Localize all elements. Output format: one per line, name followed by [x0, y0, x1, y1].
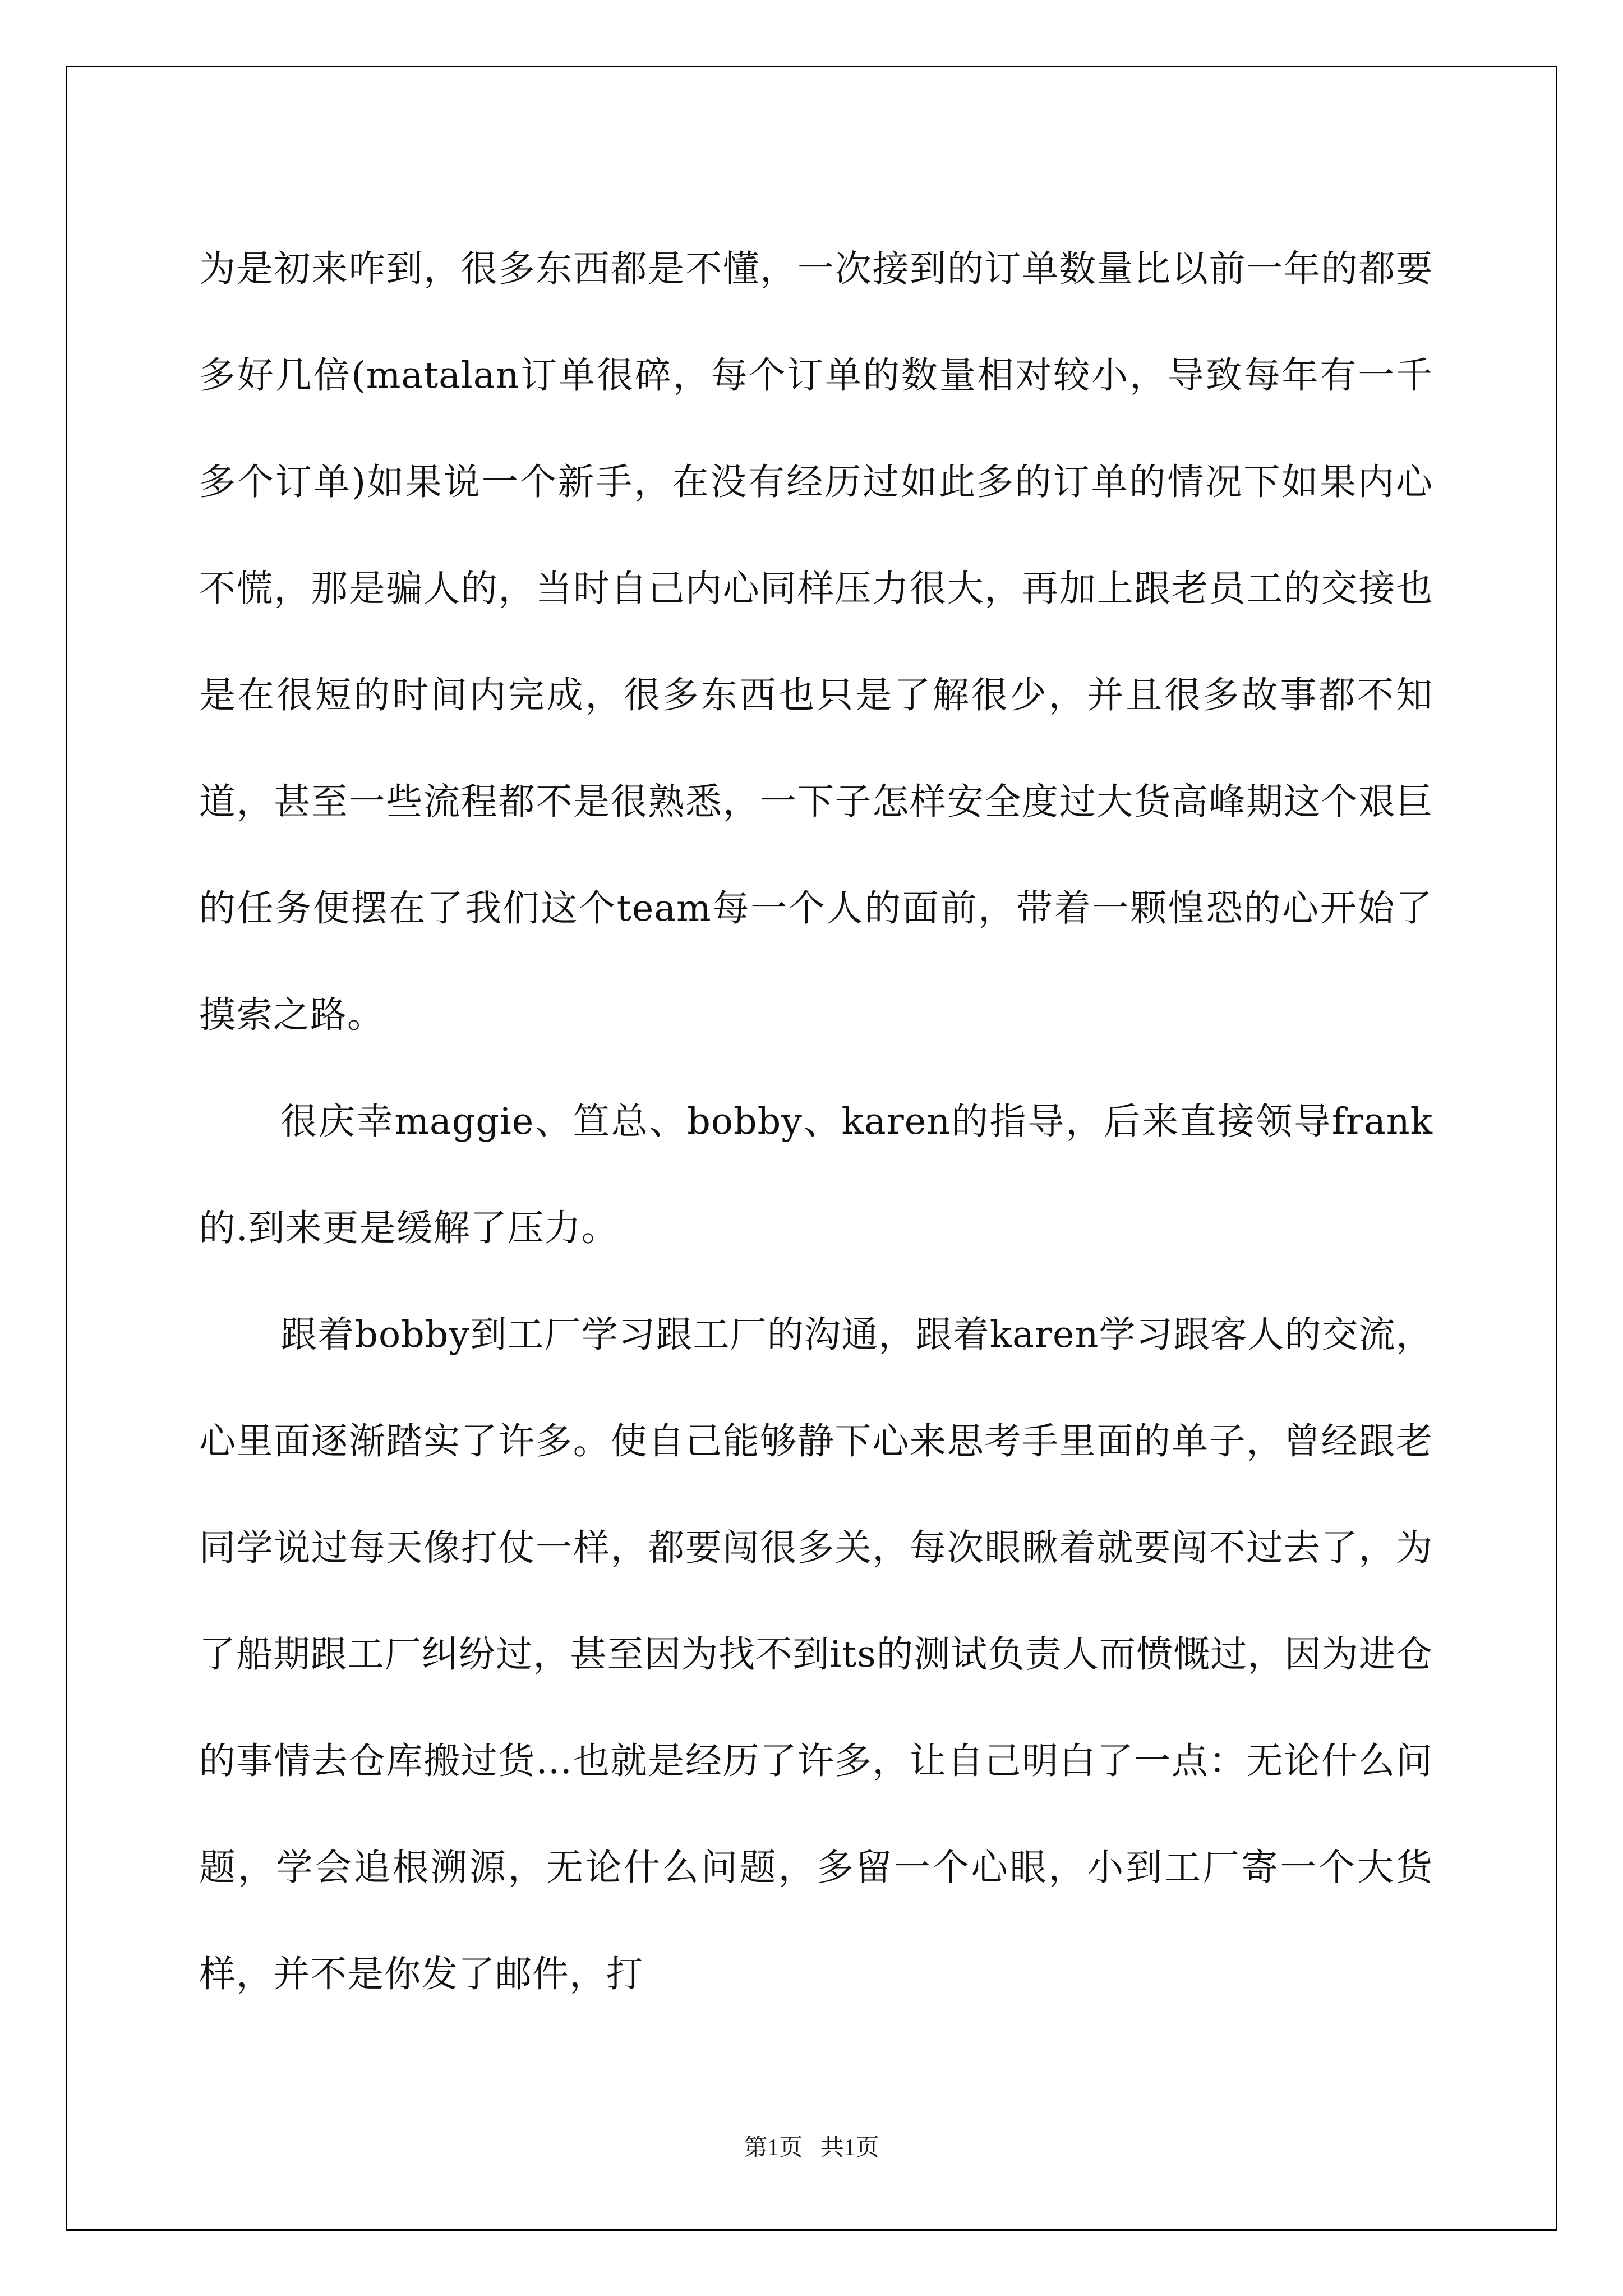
- page-number-footer: 第1页 共1页: [744, 2135, 879, 2161]
- paragraph-2: 很庆幸maggie、笪总、bobby、karen的指导，后来直接领导frank的.到来更是缓解了压力。: [199, 1101, 1433, 1249]
- paragraph-1: 为是初来咋到，很多东西都是不懂，一次接到的订单数量比以前一年的都要多好几倍(matalan订单很碎，每个订单的数量相对较小，导致每年有一千多个订单)如果说一个新手，在没有经历过如此多的订单的情况下如果内心不慌，那是骗人的，当时自己内心同样压力很大，再加上跟老员工的交接也是在很短的时间内完成，很多东西也只是了解很少，并且很多故事都不知道，甚至一些流程都不是很熟悉，一下子怎样安全度过大货高峰期这个艰巨的任务便摆在了我们这个team每一个人的面前，带着一颗惶恐的心开始了摸索之路。: [199, 248, 1433, 1036]
- document-body: [199, 216, 1433, 2028]
- paragraph-3: 跟着bobby到工厂学习跟工厂的沟通，跟着karen学习跟客人的交流，心里面逐渐踏实了许多。使自己能够静下心来思考手里面的单子，曾经跟老同学说过每天像打仗一样，都要闯很多关，每次眼瞅着就要闯不过去了，为了船期跟工厂纠纷过，甚至因为找不到its的测试负责人而愤慨过，因为进仓的事情去仓库搬过货…也就是经历了许多，让自己明白了一点：无论什么问题，学会追根溯源，无论什么问题，多留一个心眼，小到工厂寄一个大货样，并不是你发了邮件，打: [199, 1314, 1433, 1995]
